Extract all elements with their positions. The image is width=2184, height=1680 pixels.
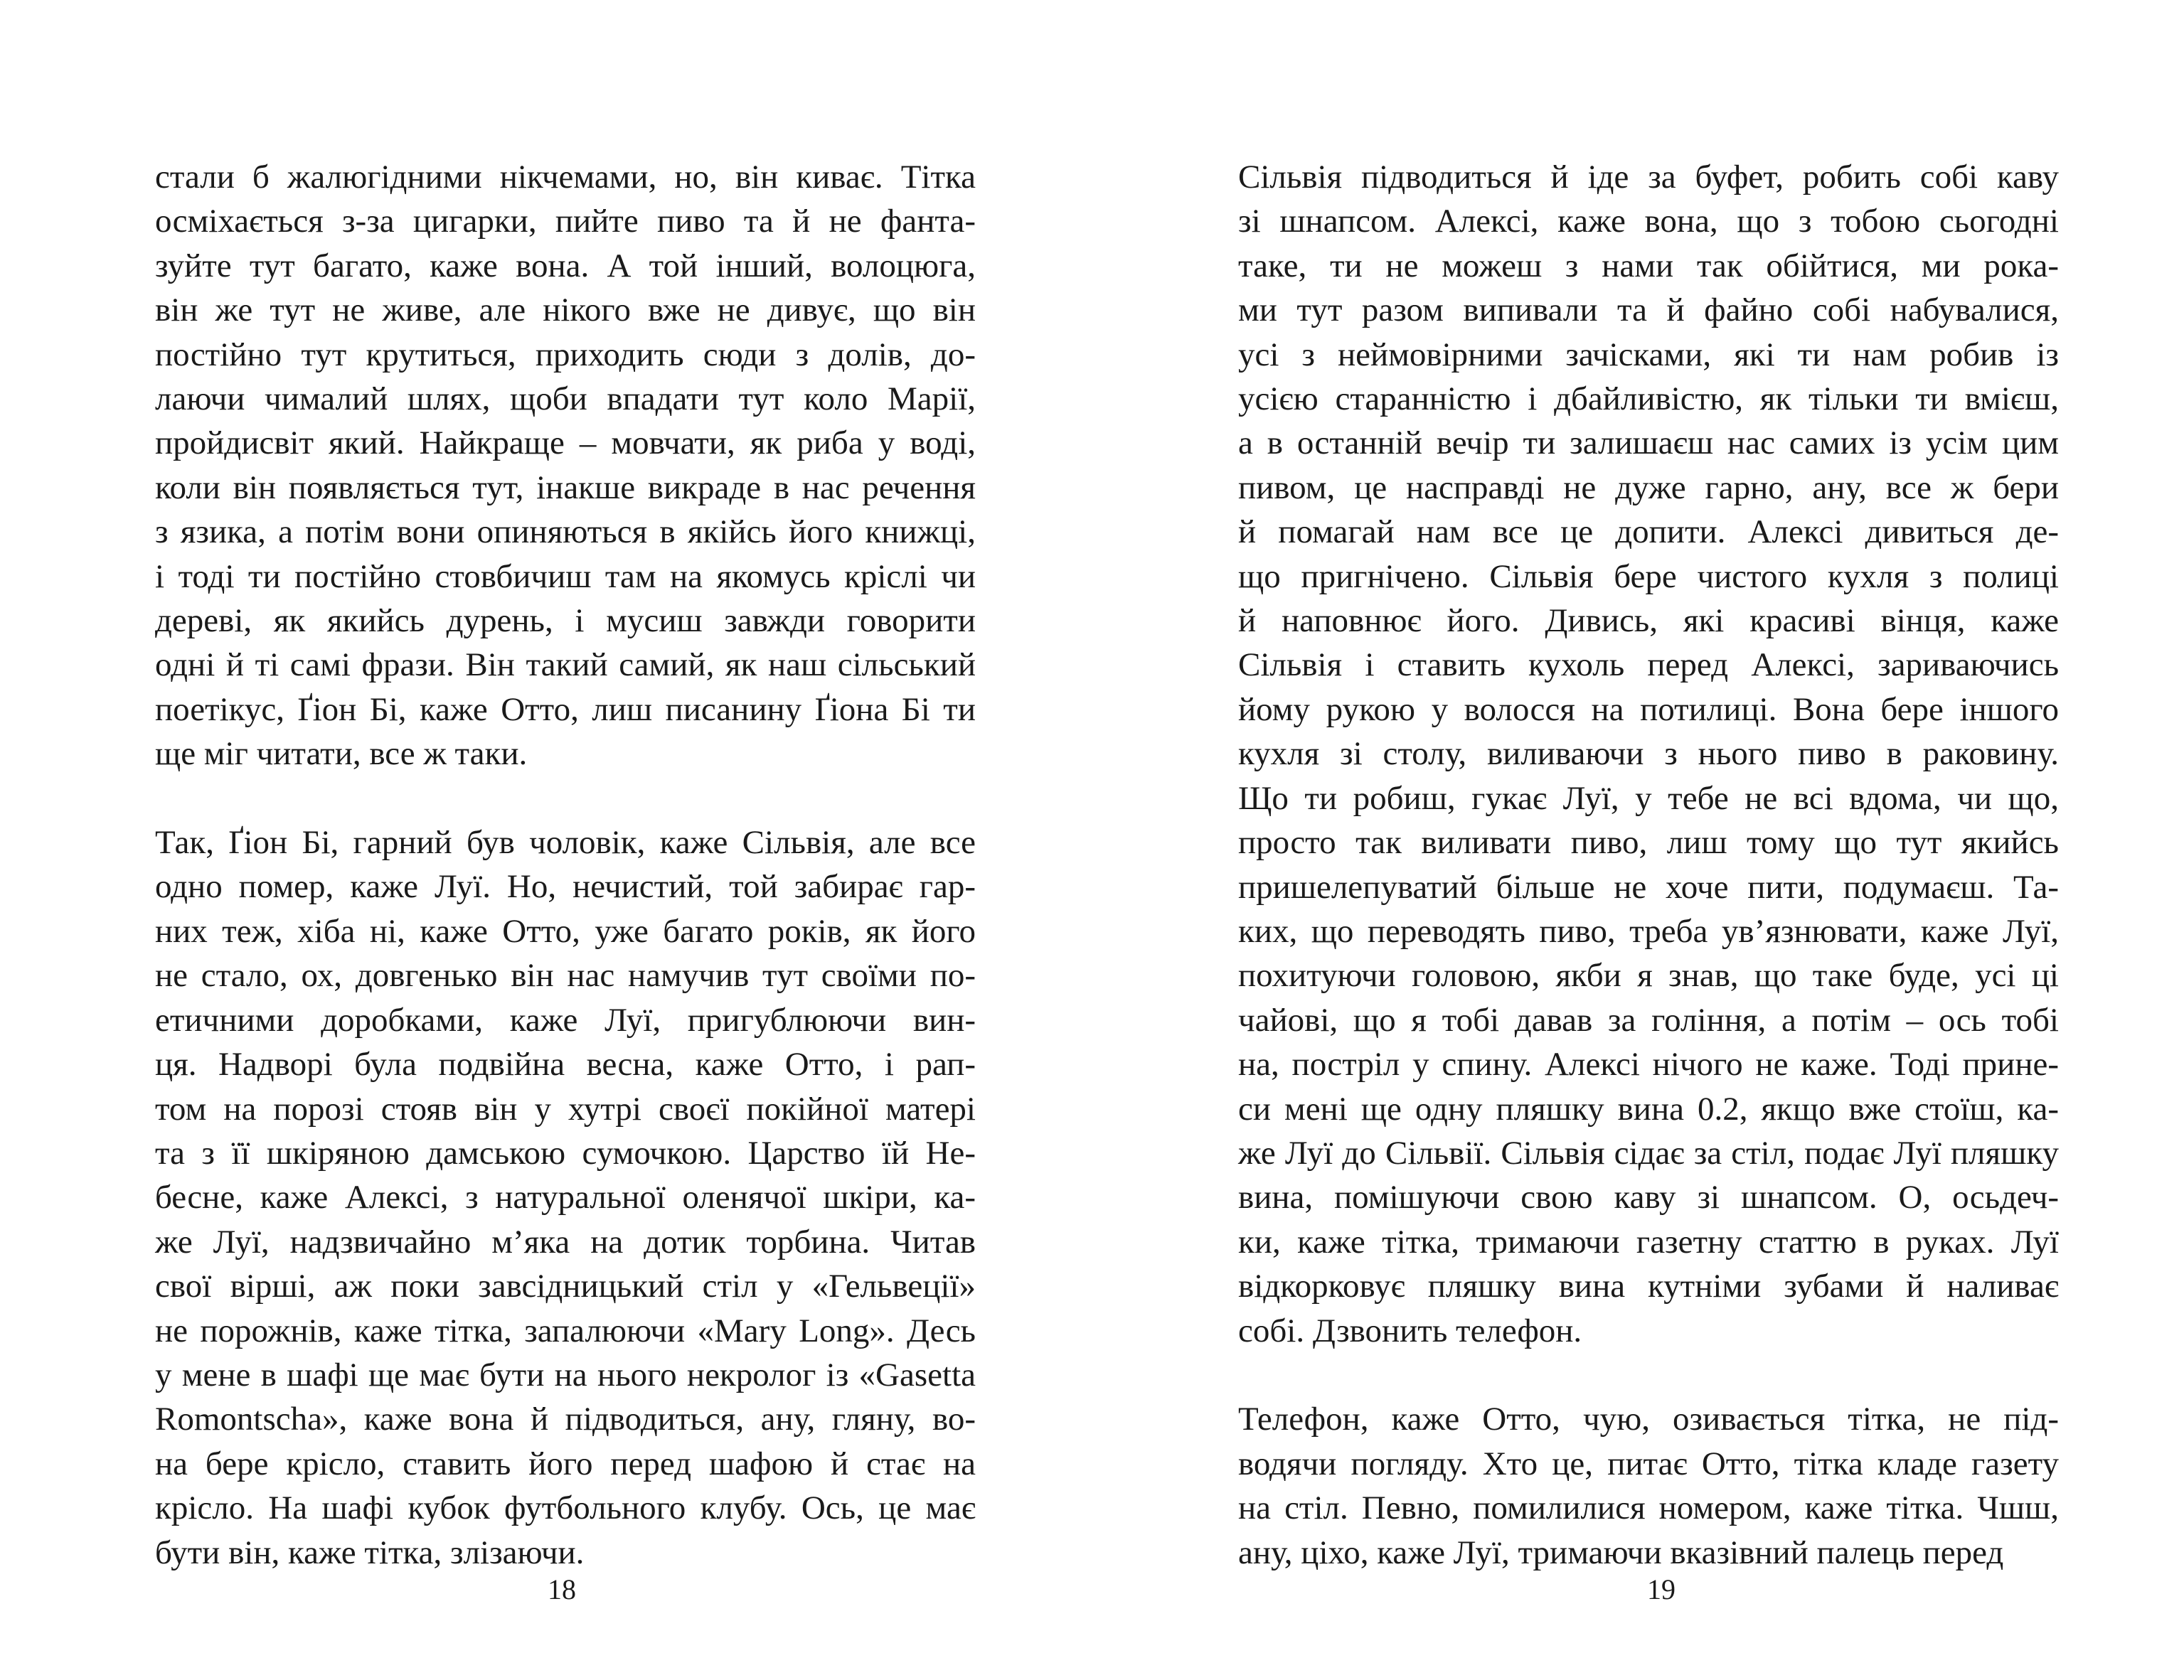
text-line: ки, каже тітка, тримаючи газетну статтю в руках. Луї	[1238, 1223, 2059, 1261]
text-line: том на порозі стояв він у хутрі своєї покійної матері	[155, 1090, 976, 1128]
left-page-text	[155, 155, 976, 1575]
text-line: і тоді ти постійно стовбичиш там на якомусь кріслі чи	[155, 557, 976, 595]
text-line: таке, ти не можеш з нами так обійтися, ми рока-	[1238, 247, 2059, 284]
text-line: у мене в шафі ще має бути на нього некролог із «Gasetta	[155, 1356, 976, 1393]
paragraph	[155, 820, 976, 1575]
text-line: відкорковує пляшку вина кутніми зубами й наливає	[1238, 1268, 2059, 1305]
text-line: коли він появляється тут, інакше викраде в нас речення	[155, 469, 976, 506]
text-line: ану, ціхо, каже Луї, тримаючи вказівний палець перед	[1238, 1534, 2004, 1571]
text-line: пивом, це насправді не дуже гарно, ану, все ж бери	[1238, 469, 2059, 506]
text-line: та з її шкіряною дамською сумочкою. Царство їй Не-	[155, 1134, 976, 1172]
text-line: а в останній вечір ти залишаєш нас самих із усім цим	[1238, 424, 2059, 462]
text-line: усією старанністю і дбайливістю, як тільки ти вмієш,	[1238, 380, 2059, 418]
text-line: й помагай нам все це допити. Алексі дивиться де-	[1238, 513, 2059, 551]
text-line: Сільвія підводиться й іде за буфет, робить собі каву	[1238, 159, 2059, 196]
text-line: Сільвія і ставить кухоль перед Алексі, зариваючись	[1238, 646, 2059, 684]
text-line: на, постріл у спину. Алексі нічого не каже. Тоді прине-	[1238, 1046, 2059, 1084]
right-page	[1092, 0, 2184, 1680]
text-line: просто так виливати пиво, лиш тому що тут якийсь	[1238, 824, 2059, 862]
text-line: ця. Надворі була подвійна весна, каже Отто, і рап-	[155, 1046, 976, 1084]
text-line: кухля зі столу, виливаючи з нього пиво в раковину.	[1238, 735, 2059, 773]
text-line: зуйте тут багато, каже вона. А той інший, волоцюга,	[155, 247, 976, 284]
text-line: похитуючи головою, якби я знав, що таке буде, усі ці	[1238, 957, 2059, 995]
text-line: чайові, що я тобі давав за гоління, а потім – ось тобі	[1238, 1001, 2059, 1039]
text-line: Телефон, каже Отто, чую, озивається тітка, не під-	[1238, 1401, 2059, 1438]
text-line: ми тут разом випивали та й файно собі набувалися,	[1238, 291, 2059, 329]
text-line: пришелепуватий більше не хоче пити, подумаєш. Та-	[1238, 868, 2059, 906]
text-line: й наповнює його. Дивись, які красиві вінця, каже	[1238, 602, 2059, 640]
text-line: же Луї, надзвичайно м’яка на дотик торбина. Читав	[155, 1223, 976, 1261]
text-line: дереві, як якийсь дурень, і мусиш завжди говорити	[155, 602, 976, 640]
page-number-right: 19	[1647, 1573, 1676, 1605]
right-page-text	[1238, 155, 2059, 1575]
paragraph	[1238, 1397, 2059, 1575]
text-line: Що ти робиш, гукає Луї, у тебе не всі вдома, чи що,	[1238, 779, 2059, 817]
text-line: на бере крісло, ставить його перед шафою й стає на	[155, 1445, 976, 1482]
text-line: лаючи чималий шлях, щоби впадати тут коло Марії,	[155, 380, 976, 418]
text-line: стали б жалюгідними нікчемами, но, він киває. Тітка	[155, 159, 976, 196]
text-line: постійно тут крутиться, приходить сюди з долів, до-	[155, 336, 976, 373]
text-line: собі. Дзвонить телефон.	[1238, 1312, 1582, 1349]
paragraph	[155, 155, 976, 776]
text-line: одно помер, каже Луї. Но, нечистий, той забирає гар-	[155, 868, 976, 906]
text-line: одні й ті самі фрази. Він такий самий, як наш сільський	[155, 646, 976, 684]
text-line: не стало, ох, довгенько він нас намучив тут своїми по-	[155, 957, 976, 995]
text-line: же Луї до Сільвії. Сільвія сідає за стіл, подає Луї пляшку	[1238, 1134, 2059, 1172]
text-line: бесне, каже Алексі, з натуральної оленячої шкіри, ка-	[155, 1179, 976, 1216]
text-line: що пригнічено. Сільвія бере чистого кухля з полиці	[1238, 557, 2059, 595]
text-line: зі шнапсом. Алексі, каже вона, що з тобою сьогодні	[1238, 203, 2059, 240]
text-line: він же тут не живе, але нікого вже не дивує, що він	[155, 291, 976, 329]
text-line: Romontscha», каже вона й підводиться, ану, гляну, во-	[155, 1401, 976, 1438]
text-line: Так, Ґіон Бі, гарний був чоловік, каже Сільвія, але все	[155, 824, 976, 862]
text-line: не порожнів, каже тітка, запалюючи «Mary Long». Десь	[155, 1312, 976, 1349]
text-line: пройдисвіт який. Найкраще – мовчати, як риба у воді,	[155, 424, 976, 462]
page-number-left: 18	[548, 1573, 576, 1605]
text-line: йому рукою у волосся на потилиці. Вона бере іншого	[1238, 690, 2059, 728]
text-line: на стіл. Певно, помилилися номером, каже тітка. Чшш,	[1238, 1489, 2059, 1527]
text-line: поетікус, Ґіон Бі, каже Отто, лиш писанину Ґіона Бі ти	[155, 690, 976, 728]
text-line: усі з неймовірними зачісками, які ти нам робив із	[1238, 336, 2059, 373]
text-line: бути він, каже тітка, злізаючи.	[155, 1534, 585, 1571]
text-line: водячи погляду. Хто це, питає Отто, тітка кладе газету	[1238, 1445, 2059, 1482]
text-line: крісло. На шафі кубок футбольного клубу. Ось, це має	[155, 1489, 976, 1527]
text-line: осміхається з-за цигарки, пийте пиво та й не фанта-	[155, 203, 976, 240]
text-line: си мені ще одну пляшку вина 0.2, якщо вже стоїш, ка-	[1238, 1090, 2059, 1128]
text-line: вина, помішуючи свою каву зі шнапсом. О, осьдеч-	[1238, 1179, 2059, 1216]
text-line: ких, що переводять пиво, треба ув’язнювати, каже Луї,	[1238, 912, 2059, 950]
text-line: з язика, а потім вони опиняються в якійсь його книжці,	[155, 513, 976, 551]
text-line: свої вірші, аж поки завсідницький стіл у «Гельвеції»	[155, 1268, 976, 1305]
text-line: етичними доробками, каже Луї, пригублюючи вин-	[155, 1001, 976, 1039]
text-line: ще міг читати, все ж таки.	[155, 735, 528, 773]
paragraph	[1238, 155, 2059, 1353]
text-line: них теж, хіба ні, каже Отто, уже багато років, як його	[155, 912, 976, 950]
